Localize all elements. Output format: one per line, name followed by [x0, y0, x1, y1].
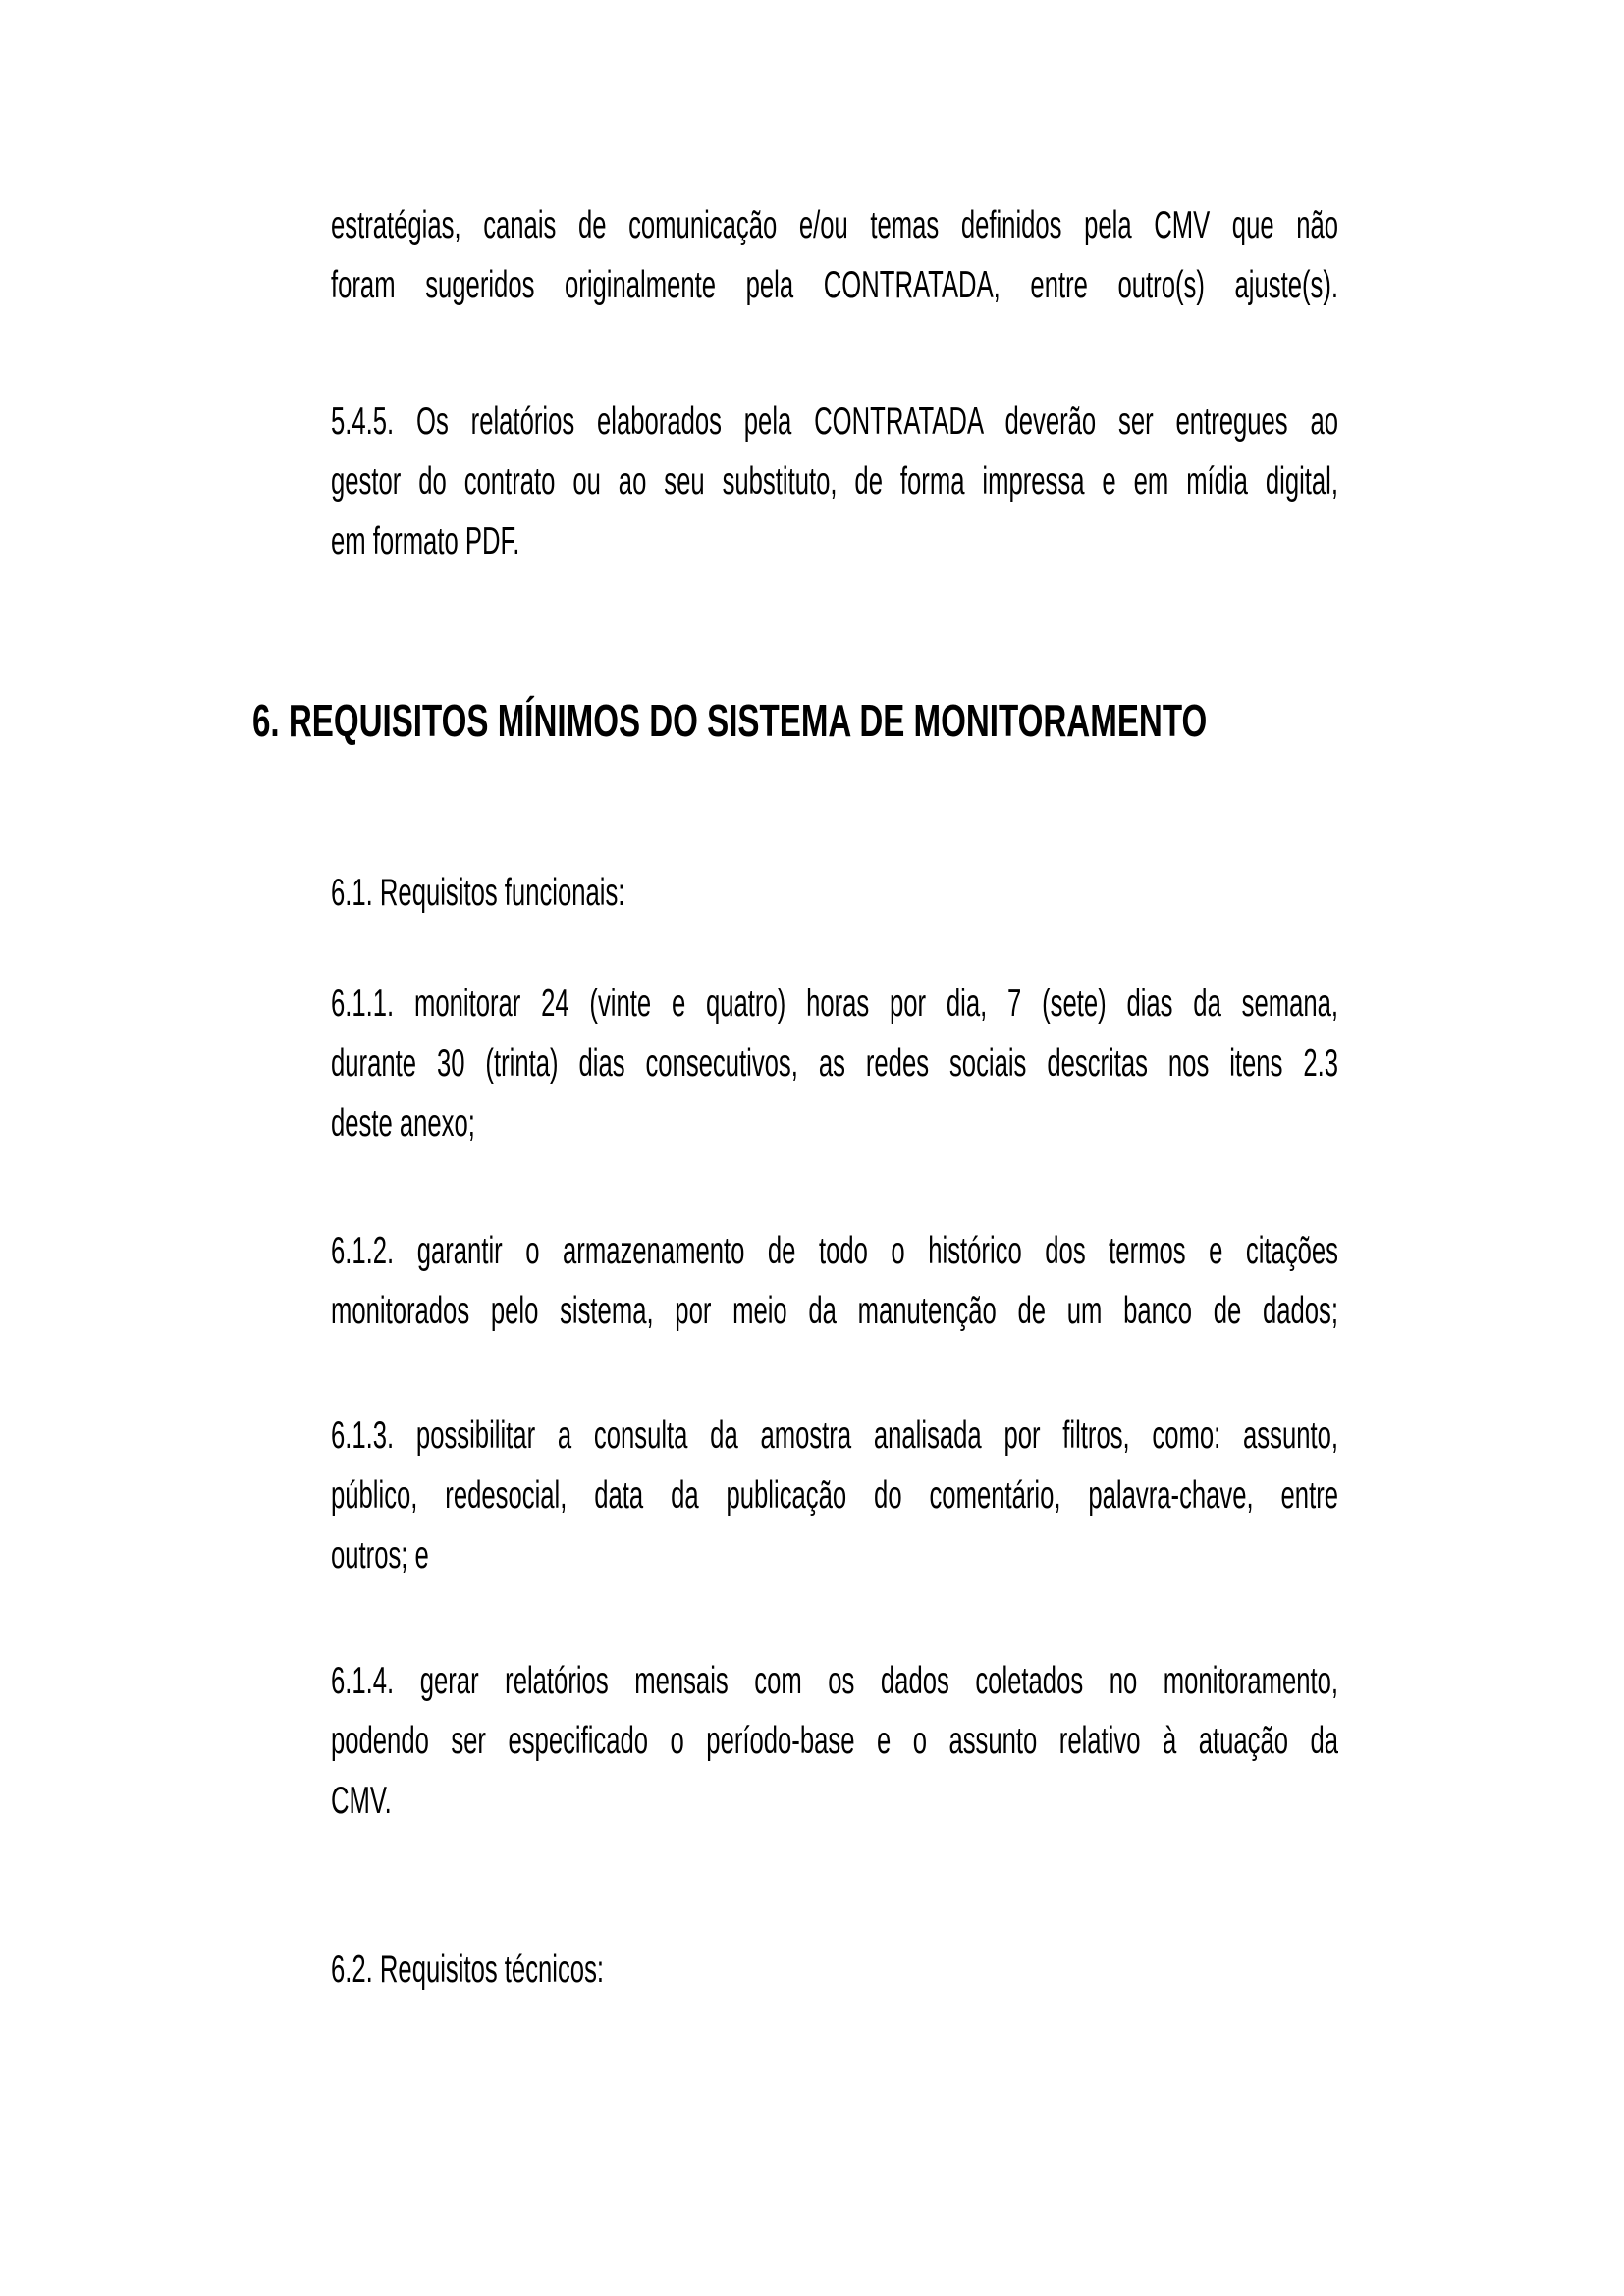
paragraph-6-1	[331, 863, 1338, 923]
paragraph-6-1-4	[331, 1651, 1338, 1831]
text-line: 6.1.4. gerar relatórios mensais com os dados coletados no monitoramento,	[331, 1660, 1339, 1702]
paragraph-5-4-5	[331, 392, 1338, 571]
paragraph-6-1-1	[331, 974, 1338, 1153]
section-6-heading: 6. REQUISITOS MÍNIMOS DO SISTEMA DE MONITORAMENTO	[252, 695, 1208, 746]
text-column	[331, 0, 1338, 2296]
paragraph-estrategias-continuation	[331, 195, 1338, 315]
text-line: deste anexo;	[331, 1102, 475, 1145]
text-line: 6.1. Requisitos funcionais:	[331, 872, 625, 914]
text-line: durante 30 (trinta) dias consecutivos, as redes sociais descritas nos itens 2.3	[331, 1042, 1339, 1085]
text-line: público, redesocial, data da publicação do comentário, palavra-chave, entre	[331, 1474, 1339, 1517]
text-line: 6.1.3. possibilitar a consulta da amostra analisada por filtros, como: assunto,	[331, 1415, 1339, 1457]
text-line: gestor do contrato ou ao seu substituto, de forma impressa e em mídia digital,	[331, 460, 1339, 503]
text-line: podendo ser especificado o período-base e o assunto relativo à atuação da	[331, 1720, 1339, 1762]
paragraph-6-1-3	[331, 1406, 1338, 1585]
text-line: 5.4.5. Os relatórios elaborados pela CONTRATADA deverão ser entregues ao	[331, 400, 1339, 443]
text-line: estratégias, canais de comunicação e/ou temas definidos pela CMV que não	[331, 204, 1339, 246]
paragraph-6-2	[331, 1940, 1338, 2000]
text-line: foram sugeridos originalmente pela CONTRATADA, entre outro(s) ajuste(s).	[331, 264, 1339, 306]
paragraph-6-1-2	[331, 1221, 1338, 1341]
text-line: 6.1.1. monitorar 24 (vinte e quatro) horas por dia, 7 (sete) dias da semana,	[331, 983, 1339, 1025]
text-line: 6.1.2. garantir o armazenamento de todo o histórico dos termos e citações	[331, 1230, 1339, 1272]
text-line: 6.2. Requisitos técnicos:	[331, 1949, 605, 1991]
text-line: em formato PDF.	[331, 520, 520, 562]
text-line: outros; e	[331, 1534, 429, 1576]
text-line: CMV.	[331, 1780, 392, 1822]
text-line: monitorados pelo sistema, por meio da manutenção de um banco de dados;	[331, 1290, 1339, 1332]
